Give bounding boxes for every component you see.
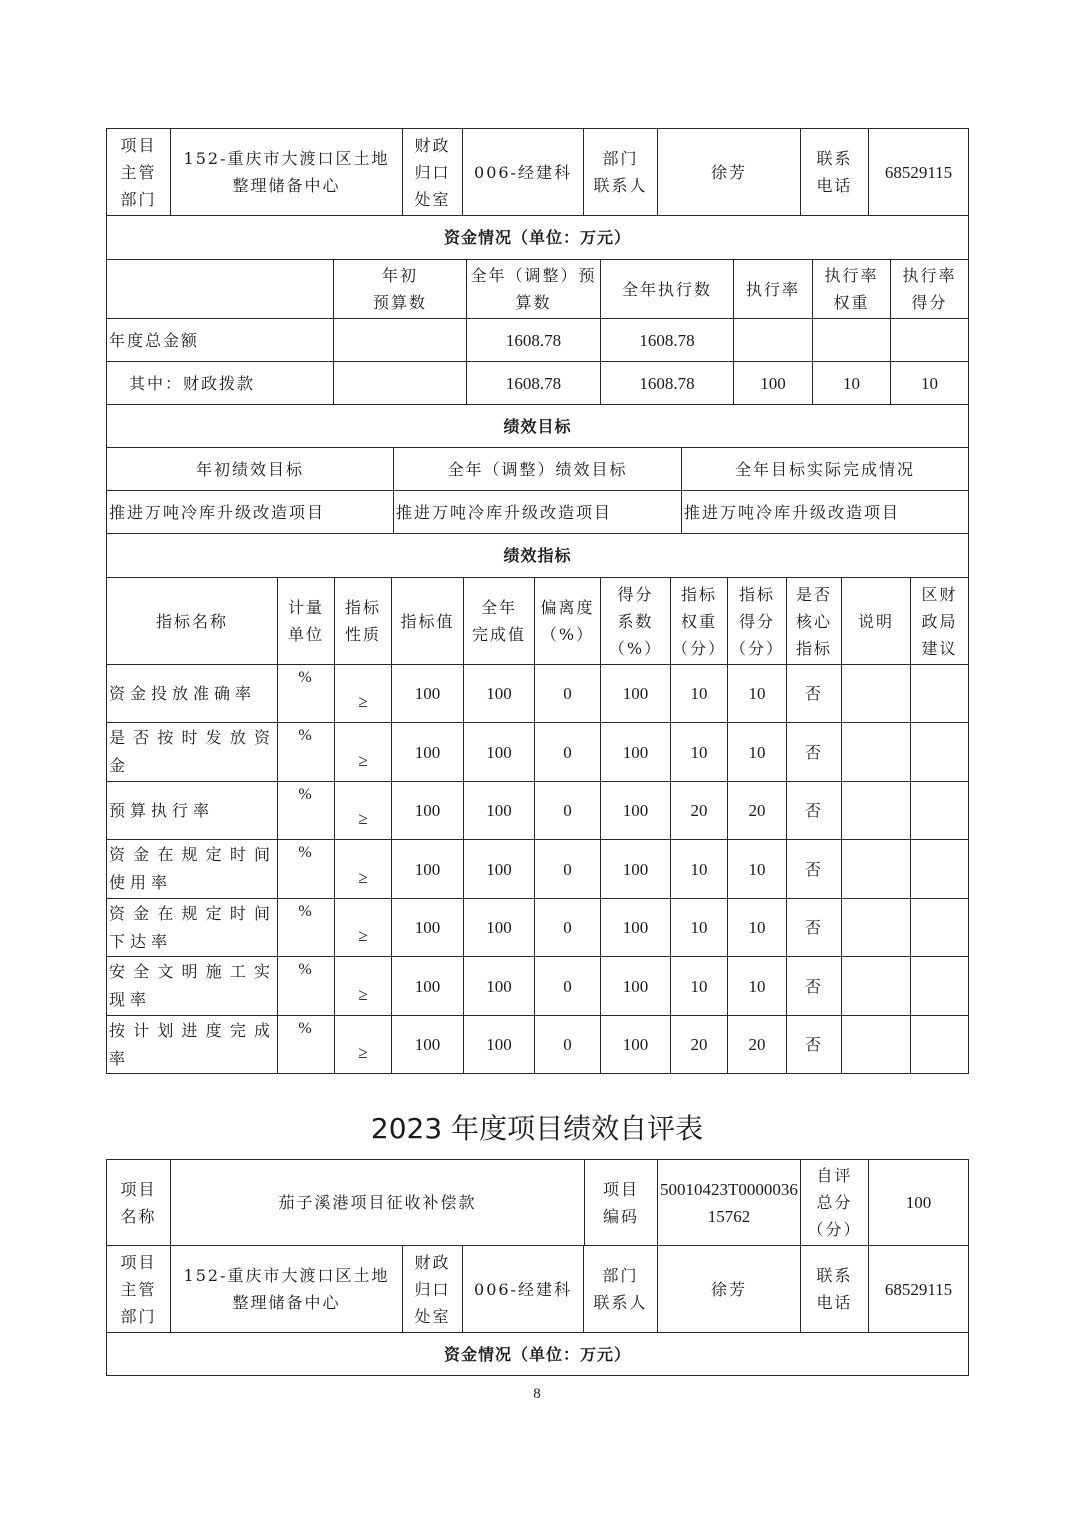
t1-indicator-actual-text: 100 xyxy=(486,859,512,879)
t1-indicator-coef xyxy=(600,1015,671,1074)
t1-indicator-col-header-text: 指标 得分 （分） xyxy=(730,584,785,658)
t2-total-label xyxy=(800,1159,869,1246)
t1-indicator-coef-text: 100 xyxy=(622,859,649,879)
t1-indicator-name-text: 按计划进度完成率 xyxy=(109,1020,275,1068)
t2-code-value-text: 50010423T000003615762 xyxy=(660,1179,798,1226)
t2-code-label-text: 项目 编码 xyxy=(602,1179,639,1226)
t1-indicator-nature-text: ≥ xyxy=(358,926,368,945)
t1-goals-header-text: 绩效目标 xyxy=(503,416,572,436)
t1-indicator-unit-text: % xyxy=(298,1020,314,1037)
t1-indicator-note xyxy=(841,664,911,723)
t1-indicator-col-header xyxy=(727,577,787,665)
t1-indicator-deviation-text: 0 xyxy=(563,859,572,879)
t1-funds-cell-text: 1608.78 xyxy=(505,330,562,350)
t1-indicator-col-header-text: 偏离度 （%） xyxy=(540,598,595,644)
t1-indicator-core xyxy=(786,664,842,723)
t1-indicator-actual xyxy=(463,664,535,723)
t1-indicator-deviation-text: 0 xyxy=(563,801,572,820)
t1-indicator-col-header xyxy=(391,577,464,665)
t2-total-value-text: 100 xyxy=(905,1193,932,1212)
t1-indicator-unit xyxy=(277,956,335,1016)
t1-indicator-nature-text: ≥ xyxy=(358,867,368,887)
t1-funds-col-header xyxy=(733,259,813,319)
t1-indicator-target xyxy=(391,839,464,899)
t2-finance-office-label-text: 财政 归口 处室 xyxy=(414,1252,451,1326)
t1-funds-header xyxy=(106,215,969,260)
t1-funds-cell xyxy=(333,361,467,405)
t2-funds-header xyxy=(106,1332,969,1376)
t2-contact-label xyxy=(583,1245,658,1333)
t1-indicator-core-text: 否 xyxy=(804,918,823,937)
t1-indicator-core-text: 否 xyxy=(804,976,823,996)
t2-code-value xyxy=(657,1159,801,1246)
t1-indicator-target-text: 100 xyxy=(414,918,441,937)
t1-funds-cell xyxy=(733,361,813,405)
t1-indicator-note xyxy=(841,781,911,840)
t1-indicator-unit-text: % xyxy=(298,961,314,978)
t1-finance-office-value-text: 006-经建科 xyxy=(474,162,572,182)
t1-indicator-actual-text: 100 xyxy=(486,918,512,937)
t1-indicator-core-text: 否 xyxy=(804,684,823,703)
t1-dept-label xyxy=(106,128,171,216)
t1-indicator-actual xyxy=(463,1015,535,1074)
t1-indicator-score-text: 10 xyxy=(748,976,766,996)
t1-indicator-target-text: 100 xyxy=(414,742,441,762)
t1-funds-col-header xyxy=(600,259,734,319)
t1-funds-cell-text: 1608.78 xyxy=(639,330,695,350)
t1-indicator-core-text: 否 xyxy=(804,1035,823,1054)
t1-goal-col-header-text: 全年目标实际完成情况 xyxy=(734,459,915,479)
t1-indicator-coef-text: 100 xyxy=(622,684,649,703)
t1-indicator-score-text: 10 xyxy=(748,918,766,937)
t2-contact-label-text: 部门 联系人 xyxy=(593,1266,648,1312)
t1-indicator-note xyxy=(841,722,911,782)
t1-indicator-weight-text: 20 xyxy=(690,801,708,820)
t1-indicator-target xyxy=(391,898,464,957)
t1-funds-cell-text: 10 xyxy=(843,373,860,393)
t1-funds-col-header xyxy=(812,259,891,319)
t2-name-value xyxy=(170,1159,585,1246)
t1-goal-value xyxy=(106,490,394,534)
t1-dept-value xyxy=(170,128,403,216)
t1-goals-header xyxy=(106,404,969,448)
t1-indicator-unit-text: % xyxy=(298,727,314,744)
t1-indicator-score xyxy=(727,722,787,782)
t1-indicator-nature-text: ≥ xyxy=(358,1043,368,1062)
t2-phone-value xyxy=(868,1245,969,1333)
t1-indicator-name xyxy=(106,664,278,723)
t1-indicator-core-text: 否 xyxy=(804,801,823,820)
t1-contact-value xyxy=(657,128,801,216)
t1-indicator-weight xyxy=(670,722,728,782)
t1-funds-cell xyxy=(812,361,891,405)
t1-indicator-actual xyxy=(463,722,535,782)
t1-indicator-weight-text: 10 xyxy=(690,976,708,996)
t1-funds-cell xyxy=(600,361,734,405)
t1-funds-cell xyxy=(333,318,467,362)
t1-indicators-header xyxy=(106,533,969,578)
t1-goal-col-header-text: 全年（调整）绩效目标 xyxy=(447,459,628,479)
t1-indicator-score xyxy=(727,781,787,840)
t1-indicator-score xyxy=(727,898,787,957)
t1-indicator-weight-text: 20 xyxy=(690,1035,708,1054)
t1-contact-label-text: 部门 联系人 xyxy=(593,149,648,195)
t1-indicator-score xyxy=(727,1015,787,1074)
t1-funds-cell-text: 100 xyxy=(760,373,786,393)
t1-indicator-deviation xyxy=(534,956,601,1016)
t2-phone-label xyxy=(800,1245,869,1333)
t1-funds-cell xyxy=(600,318,734,362)
t1-funds-col-header xyxy=(890,259,969,319)
t1-indicator-target xyxy=(391,722,464,782)
t1-finance-office-label xyxy=(402,128,463,216)
t1-indicator-deviation xyxy=(534,839,601,899)
t2-dept-label xyxy=(106,1245,171,1333)
t1-indicator-col-header xyxy=(534,577,601,665)
t1-funds-col-header xyxy=(333,259,467,319)
t1-indicator-coef xyxy=(600,781,671,840)
t1-indicator-name xyxy=(106,956,278,1016)
t1-funds-cell xyxy=(733,318,813,362)
t1-dept-label-text: 项目 主管 部门 xyxy=(120,135,157,209)
t1-indicator-core xyxy=(786,781,842,840)
t1-indicator-actual-text: 100 xyxy=(486,742,512,762)
t1-indicator-advice xyxy=(910,898,969,957)
t1-indicator-target xyxy=(391,781,464,840)
t1-funds-cell xyxy=(466,361,601,405)
t1-indicator-unit-text: % xyxy=(298,903,314,920)
t1-indicator-advice xyxy=(910,781,969,840)
t1-indicator-deviation xyxy=(534,1015,601,1074)
t1-funds-cell-text: 10 xyxy=(921,373,938,393)
t1-indicator-nature xyxy=(334,781,392,840)
t1-indicator-col-header xyxy=(841,577,911,665)
t1-funds-col-header-text: 全年执行数 xyxy=(621,279,712,299)
t1-goal-value-text: 推进万吨冷库升级改造项目 xyxy=(684,502,901,522)
t1-indicator-unit xyxy=(277,839,335,899)
t1-indicator-score xyxy=(727,664,787,723)
t1-indicator-deviation xyxy=(534,664,601,723)
t1-indicator-coef xyxy=(600,898,671,957)
t1-indicator-weight xyxy=(670,781,728,840)
t2-name-label-text: 项目 名称 xyxy=(120,1179,157,1226)
t1-goal-value xyxy=(393,490,682,534)
t1-funds-col-header-text: 全年（调整）预 算数 xyxy=(470,266,597,312)
t1-goal-col-header xyxy=(393,447,682,491)
t1-indicator-coef-text: 100 xyxy=(622,742,649,762)
t1-indicator-note xyxy=(841,1015,911,1074)
t1-funds-cell xyxy=(812,318,891,362)
t1-funds-cell xyxy=(890,361,969,405)
t1-indicator-advice xyxy=(910,664,969,723)
t1-indicator-name xyxy=(106,898,278,957)
t2-finance-office-value-text: 006-经建科 xyxy=(474,1279,572,1299)
t1-goal-value-text: 推进万吨冷库升级改造项目 xyxy=(109,502,326,522)
t1-indicator-weight xyxy=(670,956,728,1016)
t1-funds-header-text: 资金情况（单位：万元） xyxy=(443,228,631,247)
t2-contact-value-text: 徐芳 xyxy=(710,1279,747,1299)
t1-indicator-weight xyxy=(670,839,728,899)
t1-indicator-target xyxy=(391,1015,464,1074)
t2-total-value xyxy=(868,1159,969,1246)
t1-indicator-deviation-text: 0 xyxy=(563,742,572,762)
t1-funds-cell xyxy=(466,318,601,362)
t2-dept-label-text: 项目 主管 部门 xyxy=(120,1252,157,1326)
t1-indicator-coef xyxy=(600,839,671,899)
t1-indicator-col-header-text: 指标名称 xyxy=(155,611,228,631)
t1-indicator-name xyxy=(106,722,278,782)
t1-indicator-col-header xyxy=(670,577,728,665)
t1-indicator-weight-text: 10 xyxy=(690,859,708,879)
t1-indicators-header-text: 绩效指标 xyxy=(503,546,572,565)
t1-indicator-name-text: 资金在规定时间下达率 xyxy=(109,903,275,951)
t1-indicator-note xyxy=(841,898,911,957)
t1-indicator-nature-text: ≥ xyxy=(358,750,368,770)
t1-funds-row-label xyxy=(106,361,334,405)
t1-indicator-target-text: 100 xyxy=(414,1035,441,1054)
t1-indicator-nature xyxy=(334,722,392,782)
t1-indicator-target xyxy=(391,664,464,723)
t1-indicator-col-header-text: 得分 系数 （%） xyxy=(608,584,663,658)
t1-indicator-weight xyxy=(670,1015,728,1074)
t2-phone-value-text: 68529115 xyxy=(884,1279,953,1299)
t1-funds-col-header xyxy=(466,259,601,319)
t1-indicator-target xyxy=(391,956,464,1016)
t1-indicator-target-text: 100 xyxy=(414,976,441,996)
t1-funds-col-header-text: 执行率 权重 xyxy=(824,266,879,312)
t1-funds-cell xyxy=(890,318,969,362)
t1-indicator-deviation-text: 0 xyxy=(563,684,572,703)
t1-indicator-coef-text: 100 xyxy=(622,1035,649,1054)
t1-indicator-col-header xyxy=(600,577,671,665)
t1-indicator-name xyxy=(106,781,278,840)
t1-indicator-score xyxy=(727,956,787,1016)
t1-indicator-col-header-text: 指标 权重 （分） xyxy=(672,584,727,658)
t1-indicator-col-header xyxy=(277,577,335,665)
t1-funds-blank-header xyxy=(106,259,334,319)
t1-indicator-weight xyxy=(670,664,728,723)
t1-indicator-note xyxy=(841,956,911,1016)
t2-dept-value xyxy=(170,1245,403,1333)
t1-indicator-actual-text: 100 xyxy=(486,801,512,820)
t1-indicator-col-header xyxy=(463,577,535,665)
t2-funds-header-text: 资金情况（单位：万元） xyxy=(443,1344,631,1364)
t1-indicator-weight xyxy=(670,898,728,957)
t1-indicator-target-text: 100 xyxy=(414,684,441,703)
t1-indicator-advice xyxy=(910,1015,969,1074)
t1-indicator-score-text: 10 xyxy=(748,684,766,703)
t1-indicator-nature-text: ≥ xyxy=(358,984,368,1004)
t1-indicator-unit xyxy=(277,781,335,840)
t1-indicator-col-header-text: 说明 xyxy=(857,611,894,631)
t1-indicator-col-header-text: 指标 性质 xyxy=(344,598,381,644)
t1-indicator-weight-text: 10 xyxy=(690,918,708,937)
t1-indicator-nature xyxy=(334,956,392,1016)
t1-indicator-core xyxy=(786,898,842,957)
t1-indicator-name xyxy=(106,839,278,899)
t1-indicator-core-text: 否 xyxy=(804,742,823,762)
t1-indicator-core xyxy=(786,956,842,1016)
t1-indicator-actual-text: 100 xyxy=(486,684,512,703)
t1-indicator-advice xyxy=(910,956,969,1016)
t2-phone-label-text: 联系 电话 xyxy=(816,1266,853,1312)
t1-indicator-deviation xyxy=(534,898,601,957)
t1-indicator-note xyxy=(841,839,911,899)
t1-indicator-unit-text: % xyxy=(298,786,314,803)
t1-indicator-col-header xyxy=(106,577,278,665)
t1-contact-label xyxy=(583,128,658,216)
t1-indicator-actual xyxy=(463,839,535,899)
t1-indicator-unit-text: % xyxy=(298,844,314,861)
t1-indicator-advice xyxy=(910,722,969,782)
t1-goal-value xyxy=(681,490,969,534)
t1-phone-label-text: 联系 电话 xyxy=(816,149,853,195)
t1-indicator-coef xyxy=(600,722,671,782)
t1-indicator-coef xyxy=(600,664,671,723)
t1-indicator-unit xyxy=(277,898,335,957)
t2-name-value-text: 茄子溪港项目征收补偿款 xyxy=(278,1193,477,1212)
t1-indicator-name-text: 预算执行率 xyxy=(109,800,215,820)
t1-indicator-deviation xyxy=(534,781,601,840)
t1-indicator-coef xyxy=(600,956,671,1016)
t1-indicator-score-text: 20 xyxy=(748,1035,766,1054)
t1-indicator-deviation-text: 0 xyxy=(563,1035,572,1054)
t2-total-label-text: 自评 总分 （分） xyxy=(807,1166,862,1239)
t1-indicator-score-text: 10 xyxy=(748,742,766,762)
t1-indicator-nature xyxy=(334,839,392,899)
t1-indicator-nature xyxy=(334,898,392,957)
t1-indicator-col-header-text: 区财 政局 建议 xyxy=(921,584,958,658)
t2-name-label xyxy=(106,1159,171,1246)
t1-contact-value-text: 徐芳 xyxy=(710,162,747,182)
t1-indicator-weight-text: 10 xyxy=(690,684,708,703)
t1-indicator-name-text: 资金在规定时间使用率 xyxy=(109,845,275,892)
t1-indicator-nature xyxy=(334,664,392,723)
t1-indicator-unit xyxy=(277,664,335,723)
t1-indicator-core-text: 否 xyxy=(804,859,823,879)
t1-indicator-coef-text: 100 xyxy=(622,976,649,996)
t1-indicator-col-header-text: 全年 完成值 xyxy=(471,598,526,644)
t1-indicator-deviation-text: 0 xyxy=(563,976,572,996)
t1-funds-row-label-text: 其中：财政拨款 xyxy=(129,373,256,393)
t1-indicator-score-text: 20 xyxy=(748,801,766,820)
t1-indicator-actual xyxy=(463,898,535,957)
t1-indicator-core xyxy=(786,722,842,782)
t1-indicator-deviation-text: 0 xyxy=(563,918,572,937)
t2-finance-office-value xyxy=(462,1245,584,1333)
t1-funds-cell-text: 1608.78 xyxy=(639,373,695,393)
page-number: 8 xyxy=(533,1386,541,1402)
t2-contact-value xyxy=(657,1245,801,1333)
t1-indicator-name-text: 资金投放准确率 xyxy=(109,683,257,703)
t1-indicator-nature-text: ≥ xyxy=(358,692,368,711)
t1-indicator-col-header-text: 指标值 xyxy=(400,611,455,631)
t1-indicator-name xyxy=(106,1015,278,1074)
t1-finance-office-label-text: 财政 归口 处室 xyxy=(414,135,451,209)
t1-goal-col-header xyxy=(106,447,394,491)
t1-indicator-name-text: 安全文明施工实现率 xyxy=(109,962,275,1009)
t1-indicator-actual xyxy=(463,956,535,1016)
t1-indicator-score xyxy=(727,839,787,899)
t1-funds-col-header-text: 执行率 得分 xyxy=(902,266,957,312)
t1-indicator-coef-text: 100 xyxy=(622,918,649,937)
t1-phone-value xyxy=(868,128,969,216)
t1-indicator-score-text: 10 xyxy=(748,859,766,879)
t1-finance-office-value xyxy=(462,128,584,216)
t1-phone-label xyxy=(800,128,869,216)
t1-indicator-weight-text: 10 xyxy=(690,742,708,762)
t1-indicator-core xyxy=(786,839,842,899)
t1-indicator-actual-text: 100 xyxy=(486,976,512,996)
t1-funds-row-label xyxy=(106,318,334,362)
t1-indicator-nature-text: ≥ xyxy=(358,809,368,828)
t1-indicator-coef-text: 100 xyxy=(622,801,649,820)
t1-funds-cell-text: 1608.78 xyxy=(505,373,562,393)
t2-dept-value-text: 152-重庆市大渡口区土地整理储备中心 xyxy=(183,1266,390,1312)
t1-indicator-col-header xyxy=(786,577,842,665)
t2-finance-office-label xyxy=(402,1245,463,1333)
t1-indicator-unit-text: % xyxy=(298,669,314,686)
t1-indicator-unit xyxy=(277,1015,335,1074)
t1-funds-col-header-text: 执行率 xyxy=(745,279,800,299)
t1-dept-value-text: 152-重庆市大渡口区土地整理储备中心 xyxy=(183,149,390,195)
t1-indicator-target-text: 100 xyxy=(414,859,441,879)
t1-phone-value-text: 68529115 xyxy=(884,162,953,182)
t1-indicator-col-header xyxy=(910,577,969,665)
t1-indicator-advice xyxy=(910,839,969,899)
t1-indicator-core xyxy=(786,1015,842,1074)
t1-indicator-actual xyxy=(463,781,535,840)
t1-indicator-col-header xyxy=(334,577,392,665)
t1-funds-row-label-text: 年度总金额 xyxy=(109,330,200,350)
t1-indicator-unit xyxy=(277,722,335,782)
t1-goal-value-text: 推进万吨冷库升级改造项目 xyxy=(396,502,613,522)
t1-indicator-name-text: 是否按时发放资金 xyxy=(109,728,275,775)
t1-funds-col-header-text: 年初 预算数 xyxy=(372,266,427,312)
form-title: 2023 年度项目绩效自评表 xyxy=(370,1112,704,1145)
t1-indicator-col-header-text: 是否 核心 指标 xyxy=(795,584,832,658)
t2-code-label xyxy=(584,1159,658,1246)
t1-indicator-col-header-text: 计量 单位 xyxy=(287,598,324,644)
t1-indicator-nature xyxy=(334,1015,392,1074)
t1-indicator-deviation xyxy=(534,722,601,782)
t1-goal-col-header-text: 年初绩效目标 xyxy=(195,459,304,479)
t1-goal-col-header xyxy=(681,447,969,491)
t1-indicator-actual-text: 100 xyxy=(486,1035,512,1054)
t1-indicator-target-text: 100 xyxy=(414,801,441,820)
